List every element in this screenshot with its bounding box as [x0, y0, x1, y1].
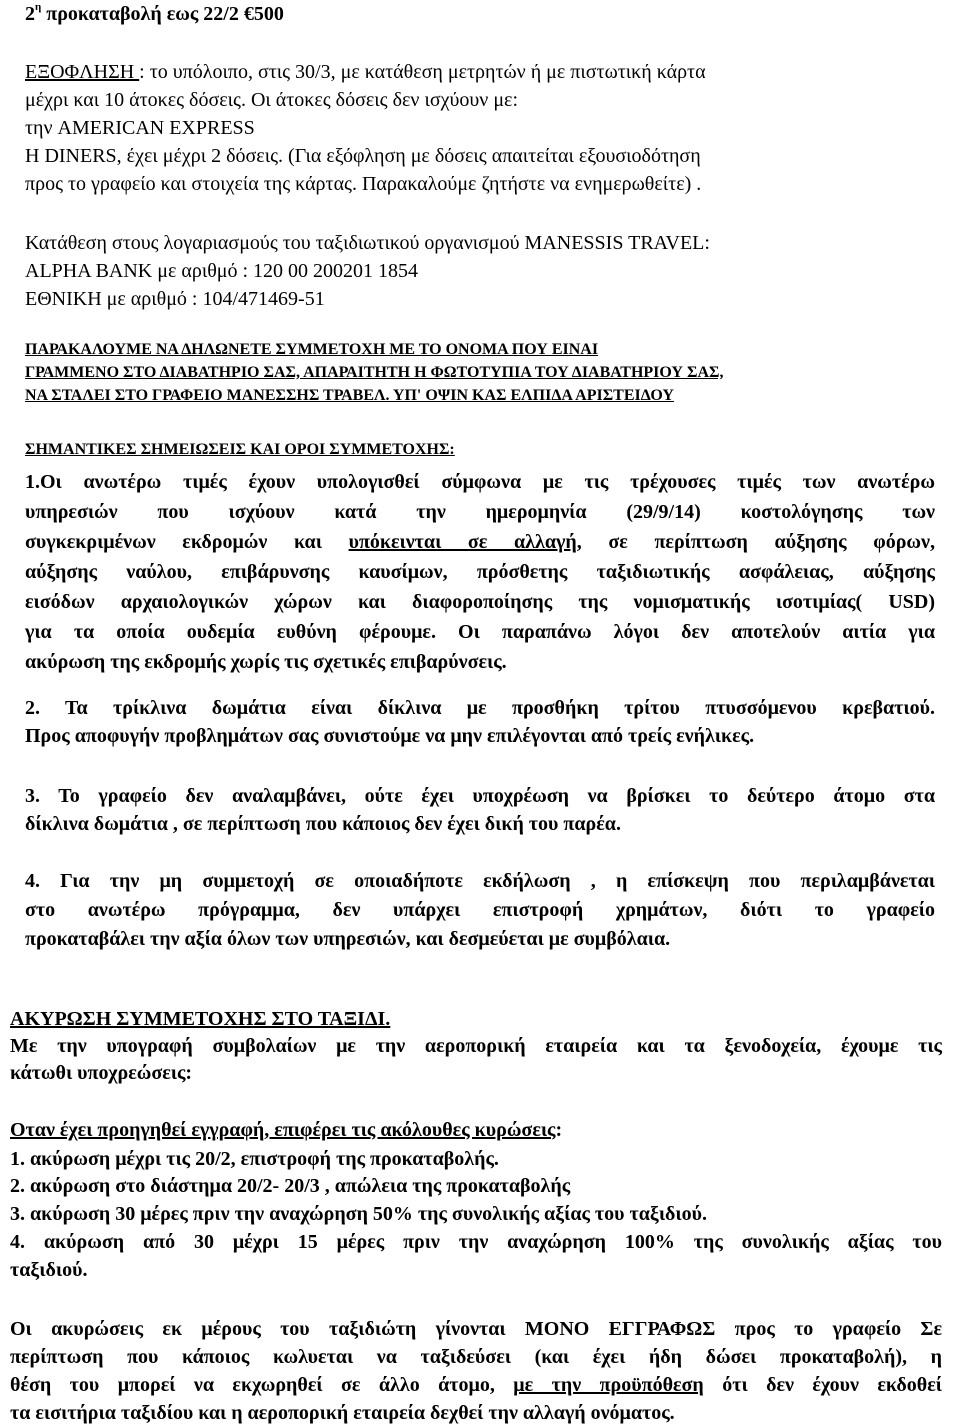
term-line: αύξησης ναύλου, επιβάρυνσης καυσίμων, πρόσθετης ταξιδιωτικής ασφάλειας, αύξησης — [25, 561, 935, 583]
terms-heading: ΣΗΜΑΝΤΙΚΕΣ ΣΗΜΕΙΩΣΕΙΣ ΚΑΙ ΟΡΟΙ ΣΥΜΜΕΤΟΧΗΣ: — [25, 441, 455, 458]
cancel-line: κάτωθι υποχρεώσεις: — [10, 1062, 193, 1084]
term-line: εισόδων αρχαιολογικών χώρων και διαφοροποίησης της νομισματικής ισοτιμίας( USD) — [25, 591, 935, 613]
term-3 — [25, 786, 935, 836]
term-line: υπηρεσιών που ισχύουν κατά την ημερομηνία (29/9/14) κοστολόγησης των — [25, 501, 935, 523]
payment-line: την AMERICAN EXPRESS — [25, 117, 255, 139]
final-line: τα εισιτήρια ταξιδίου και η αεροπορική εταιρεία δεχθεί την αλλαγή ονόματος. — [10, 1402, 675, 1424]
penalty-line: ταξιδιού. — [10, 1259, 88, 1281]
term-4 — [25, 871, 935, 951]
penalty-item: 2. ακύρωση στο διάστημα 20/2- 20/3 , απώλεια της προκαταβολής — [10, 1175, 571, 1197]
final-paragraph — [10, 1319, 942, 1424]
final-line: θέση του μπορεί να εκχωρηθεί σε άλλο άτομο, με την προϋπόθεση ότι δεν έχουν εκδοθεί — [10, 1374, 942, 1396]
penalty-heading: Οταν έχει προηγηθεί εγγραφή, επιφέρει τις ακόλουθες κυρώσεις: — [10, 1119, 563, 1141]
term-line: προκαταβάλει την αξία όλων των υπηρεσιών, και δεσμεύεται με συμβόλαια. — [25, 928, 671, 950]
payment-line: ΕΞΟΦΛΗΣΗ : το υπόλοιπο, στις 30/3, με κατάθεση μετρητών ή με πιστωτική κάρτα — [25, 61, 706, 83]
term-line: στο ανωτέρω πρόγραμμα, δεν υπάρχει επιστροφή χρημάτων, διότι το γραφείο — [25, 899, 935, 921]
bank-line: ALPHA BANK με αριθμό : 120 00 200201 1854 — [25, 260, 419, 282]
final-line: Οι ακυρώσεις εκ μέρους του ταξιδιώτη γίνονται ΜΟΝΟ ΕΓΓΡΑΦΩΣ προς το γραφείο Σε — [10, 1318, 942, 1340]
final-line: περίπτωση που κάποιος κωλυεται να ταξιδεύσει (και έχει ήδη δώσει προκαταβολή), η — [10, 1346, 942, 1368]
term-line: για τα οποία ουδεμία ευθύνη φέρουμε. Οι παραπάνω λόγοι δεν αποτελούν αιτία για — [25, 621, 935, 643]
penalty-line: 4. ακύρωση από 30 μέχρι 15 μέρες πριν την αναχώρηση 100% της συνολικής αξίας του — [10, 1231, 942, 1253]
payment-line: προς το γραφείο και στοιχεία της κάρτας. Παρακαλούμε ζητήστε να ενημερωθείτε) . — [25, 173, 702, 195]
installment-line: $2^\eta$ προκαταβολή εως 22/2 €500 — [25, 1, 284, 25]
cancel-intro — [10, 1036, 942, 1086]
payment-line: μέχρι και 10 άτοκες δόσεις. Οι άτοκες δόσεις δεν ισχύουν με: — [25, 89, 519, 111]
payment-line: Η DINERS, έχει μέχρι 2 δόσεις. (Για εξόφληση με δόσεις απαιτείται εξουσιοδότηση — [25, 145, 701, 167]
term-line: 1.Οι ανωτέρω τιμές έχουν υπολογισθεί σύμφωνα με τις τρέχουσες τιμές των ανωτέρω — [25, 471, 935, 493]
bank-line: Κατάθεση στους λογαριασμούς του ταξιδιωτικού οργανισμού MANESSIS TRAVEL: — [25, 232, 710, 254]
penalty-item: 1. ακύρωση μέχρι τις 20/2, επιστροφή της προκαταβολής. — [10, 1148, 499, 1170]
term-line: ακύρωση της εκδρομής χωρίς τις σχετικές επιβαρύνσεις. — [25, 651, 507, 673]
term-line: 4. Για την μη συμμετοχή σε οποιαδήποτε εκδήλωση , η επίσκεψη που περιλαμβάνεται — [25, 870, 935, 892]
term-line: 3. Το γραφείο δεν αναλαμβάνει, ούτε έχει υποχρέωση να βρίσκει το δεύτερο άτομο στα — [25, 785, 935, 807]
cancel-line: Με την υπογραφή συμβολαίων με την αεροπορική εταιρεία και τα ξενοδοχεία, έχουμε τις — [10, 1035, 942, 1057]
notice-line: ΠΑΡΑΚΑΛΟΥΜΕ ΝΑ ΔΗΛΩΝΕΤΕ ΣΥΜΜΕΤΟΧΗ ΜΕ ΤΟ ΟΝΟΜΑ ΠΟΥ ΕΙΝΑΙ — [25, 341, 599, 358]
term-2 — [25, 698, 935, 748]
notice-line: ΝΑ ΣΤΑΛΕΙ ΣΤΟ ΓΡΑΦΕΙΟ ΜΑΝΕΣΣΗΣ ΤΡΑΒΕΛ. ΥΠ' ΟΨΙΝ ΚΑΣ ΕΛΠΙΔΑ ΑΡΙΣΤΕΙΔΟΥ — [25, 387, 674, 404]
bank-line: ΕΘΝΙΚΗ με αριθμό : 104/471469-51 — [25, 288, 325, 310]
notice-line: ΓΡΑΜΜΕΝΟ ΣΤΟ ΔΙΑΒΑΤΗΡΙΟ ΣΑΣ, ΑΠΑΡΑΙΤΗΤΗ Η ΦΩΤΟΤΥΠΙΑ ΤΟΥ ΔΙΑΒΑΤΗΡΙΟΥ ΣΑΣ, — [25, 364, 724, 381]
cancel-heading: ΑΚΥΡΩΣΗ ΣΥΜΜΕΤΟΧΗΣ ΣΤΟ ΤΑΞΙΔΙ. — [10, 1008, 391, 1030]
penalty-item — [10, 1232, 942, 1282]
term-line: συγκεκριμένων εκδρομών και υπόκεινται σε αλλαγή, σε περίπτωση αύξησης φόρων, — [25, 531, 935, 553]
penalty-item: 3. ακύρωση 30 μέρες πριν την αναχώρηση 50% της συνολικής αξίας του ταξιδιού. — [10, 1203, 707, 1225]
term-line: Προς αποφυγήν προβλημάτων σας συνιστούμε να μην επιλέγονται από τρείς ενήλικες. — [25, 725, 755, 747]
term-1 — [25, 472, 935, 672]
term-line: 2. Τα τρίκλινα δωμάτια είναι δίκλινα με προσθήκη τρίτου πτυσσόμενου κρεβατιού. — [25, 697, 935, 719]
term-line: δίκλινα δωμάτια , σε περίπτωση που κάποιος δεν έχει δική του παρέα. — [25, 813, 621, 835]
